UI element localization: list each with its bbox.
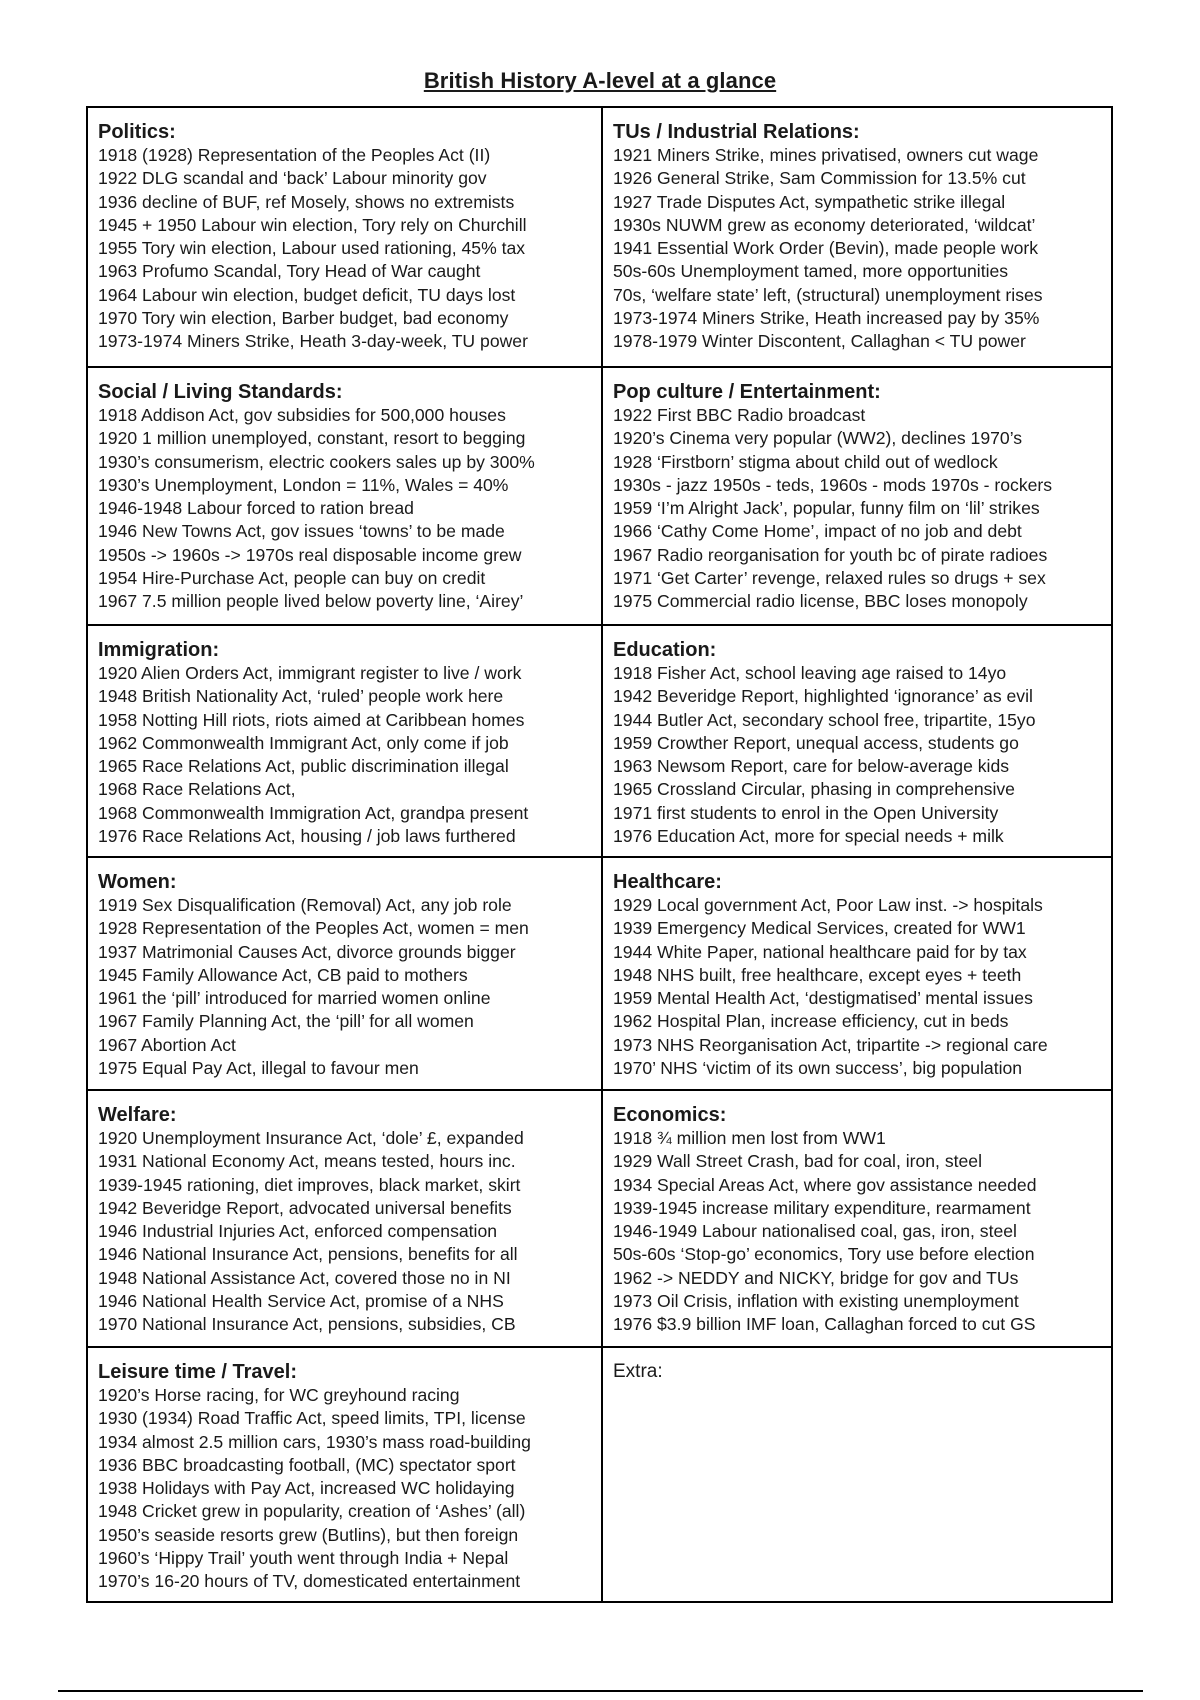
section-pop-culture-entertainment: [603, 368, 1111, 626]
timeline-entry: 1950s -> 1960s -> 1970s real disposable income grew: [98, 544, 522, 565]
timeline-entry: 1962 Hospital Plan, increase efficiency, cut in beds: [613, 1011, 1009, 1032]
entry-list: [613, 894, 1105, 1080]
timeline-entry: 1920’s Cinema very popular (WW2), declines 1970’s: [613, 428, 1023, 449]
timeline-entry: 1922 DLG scandal and ‘back’ Labour minority gov: [98, 168, 487, 189]
timeline-entry: 1976 Race Relations Act, housing / job laws furthered: [98, 826, 516, 847]
timeline-entry: 1938 Holidays with Pay Act, increased WC holidaying: [98, 1478, 515, 1499]
entry-list: [98, 894, 595, 1080]
timeline-entry: 1930s - jazz 1950s - teds, 1960s - mods 1970s - rockers: [613, 474, 1053, 495]
section-social-living-standards: [88, 368, 603, 626]
timeline-entry: 1942 Beveridge Report, highlighted ‘ignorance’ as evil: [613, 686, 1033, 707]
timeline-entry: 1929 Wall Street Crash, bad for coal, iron, steel: [613, 1151, 982, 1172]
timeline-entry: 1963 Newsom Report, care for below-average kids: [613, 756, 1010, 777]
timeline-entry: 1927 Trade Disputes Act, sympathetic strike illegal: [613, 191, 1006, 212]
timeline-entry: 1931 National Economy Act, means tested, hours inc.: [98, 1151, 516, 1172]
section-title: Social / Living Standards:: [98, 381, 343, 403]
entry-list: [613, 404, 1105, 614]
timeline-entry: 1945 Family Allowance Act, CB paid to mothers: [98, 964, 468, 985]
timeline-entry: 1975 Equal Pay Act, illegal to favour men: [98, 1058, 419, 1079]
timeline-entry: 1962 -> NEDDY and NICKY, bridge for gov and TUs: [613, 1267, 1019, 1288]
timeline-entry: 1954 Hire-Purchase Act, people can buy on credit: [98, 568, 486, 589]
timeline-entry: 1941 Essential Work Order (Bevin), made people work: [613, 238, 1039, 259]
timeline-entry: 1920 Alien Orders Act, immigrant register to live / work: [98, 663, 522, 683]
section-title: Healthcare:: [613, 871, 722, 893]
section-women: [88, 858, 603, 1091]
timeline-entry: 1946-1948 Labour forced to ration bread: [98, 498, 414, 519]
timeline-entry: 1970’ NHS ‘victim of its own success’, big population: [613, 1058, 1023, 1079]
entry-list: [613, 1127, 1105, 1337]
timeline-entry: 1973 NHS Reorganisation Act, tripartite -> regional care: [613, 1034, 1048, 1055]
entry-list: [98, 662, 595, 848]
timeline-entry: 1976 $3.9 billion IMF loan, Callaghan forced to cut GS: [613, 1314, 1036, 1335]
timeline-entry: 1929 Local government Act, Poor Law inst. -> hospitals: [613, 895, 1043, 915]
entry-list: [98, 144, 595, 354]
section-tus-industrial-relations: [603, 108, 1111, 368]
section-education: [603, 626, 1111, 858]
timeline-entry: 1973-1974 Miners Strike, Heath increased pay by 35%: [613, 308, 1040, 329]
timeline-entry: 1973 Oil Crisis, inflation with existing unemployment: [613, 1291, 1019, 1312]
timeline-entry: 1926 General Strike, Sam Commission for 13.5% cut: [613, 168, 1026, 189]
page-title: British History A-level at a glance: [423, 68, 777, 93]
timeline-entry: 1946-1949 Labour nationalised coal, gas, iron, steel: [613, 1221, 1017, 1242]
timeline-entry: 1945 + 1950 Labour win election, Tory rely on Churchill: [98, 214, 527, 235]
timeline-entry: 1978-1979 Winter Discontent, Callaghan < TU power: [613, 331, 1026, 352]
section-title: Immigration:: [98, 639, 220, 661]
timeline-entry: 1918 ¾ million men lost from WW1: [613, 1128, 886, 1148]
timeline-entry: 1944 White Paper, national healthcare paid for by tax: [613, 941, 1027, 962]
timeline-entry: 1973-1974 Miners Strike, Heath 3-day-week, TU power: [98, 331, 528, 352]
timeline-entry: 1939-1945 increase military expenditure, rearmament: [613, 1197, 1031, 1218]
timeline-entry: 1970 National Insurance Act, pensions, subsidies, CB: [98, 1314, 516, 1335]
timeline-entry: 1950’s seaside resorts grew (Butlins), but then foreign: [98, 1524, 519, 1545]
timeline-entry: 1961 the ‘pill’ introduced for married women online: [98, 988, 491, 1009]
timeline-entry: 1964 Labour win election, budget deficit, TU days lost: [98, 284, 516, 305]
timeline-entry: 1921 Miners Strike, mines privatised, owners cut wage: [613, 145, 1039, 165]
timeline-entry: 1967 7.5 million people lived below poverty line, ‘Airey’: [98, 591, 524, 612]
timeline-entry: 1965 Crossland Circular, phasing in comprehensive: [613, 779, 1015, 800]
timeline-entry: 1928 ‘Firstborn’ stigma about child out of wedlock: [613, 451, 998, 472]
entry-list: [98, 1127, 595, 1337]
timeline-entry: 1928 Representation of the Peoples Act, women = men: [98, 918, 529, 939]
timeline-entry: 1936 BBC broadcasting football, (MC) spectator sport: [98, 1454, 516, 1475]
timeline-entry: 1948 NHS built, free healthcare, except eyes + teeth: [613, 964, 1022, 985]
section-immigration: [88, 626, 603, 858]
section-healthcare: [603, 858, 1111, 1091]
section-economics: [603, 1091, 1111, 1348]
timeline-entry: 1946 National Insurance Act, pensions, benefits for all: [98, 1244, 518, 1265]
section-title: Pop culture / Entertainment:: [613, 381, 881, 403]
section-title: Welfare:: [98, 1104, 177, 1126]
timeline-entry: 1934 Special Areas Act, where gov assistance needed: [613, 1174, 1037, 1195]
section-leisure-time-travel: [88, 1348, 603, 1601]
entry-list: [98, 1384, 595, 1594]
timeline-entry: 1944 Butler Act, secondary school free, tripartite, 15yo: [613, 709, 1036, 730]
timeline-entry: 1948 National Assistance Act, covered those no in NI: [98, 1267, 511, 1288]
timeline-entry: 50s-60s ‘Stop-go’ economics, Tory use before election: [613, 1244, 1035, 1265]
timeline-entry: 70s, ‘welfare state’ left, (structural) unemployment rises: [613, 284, 1043, 305]
timeline-entry: 50s-60s Unemployment tamed, more opportunities: [613, 261, 1009, 282]
timeline-entry: 1930’s consumerism, electric cookers sales up by 300%: [98, 451, 535, 472]
timeline-entry: 1939-1945 rationing, diet improves, black market, skirt: [98, 1174, 521, 1195]
timeline-entry: 1942 Beveridge Report, advocated universal benefits: [98, 1197, 512, 1218]
timeline-entry: 1922 First BBC Radio broadcast: [613, 405, 866, 425]
timeline-entry: 1959 ‘I’m Alright Jack’, popular, funny film on ‘lil’ strikes: [613, 498, 1040, 519]
section-extra: [603, 1348, 1111, 1601]
timeline-entry: 1930’s Unemployment, London = 11%, Wales = 40%: [98, 474, 509, 495]
timeline-entry: 1948 British Nationality Act, ‘ruled’ people work here: [98, 686, 504, 707]
timeline-entry: 1971 ‘Get Carter’ revenge, relaxed rules so drugs + sex: [613, 568, 1046, 589]
timeline-entry: 1968 Race Relations Act,: [98, 779, 296, 800]
timeline-entry: 1918 Addison Act, gov subsidies for 500,000 houses: [98, 405, 506, 425]
timeline-entry: 1918 Fisher Act, school leaving age raised to 14yo: [613, 663, 1007, 683]
timeline-entry: 1920 Unemployment Insurance Act, ‘dole’ £, expanded: [98, 1128, 524, 1148]
timeline-entry: 1971 first students to enrol in the Open University: [613, 802, 999, 823]
timeline-entry: 1946 National Health Service Act, promise of a NHS: [98, 1291, 504, 1312]
section-title: Education:: [613, 639, 717, 661]
timeline-entry: 1962 Commonwealth Immigrant Act, only come if job: [98, 732, 509, 753]
timeline-entry: 1970’s 16-20 hours of TV, domesticated entertainment: [98, 1571, 521, 1592]
timeline-entry: 1967 Family Planning Act, the ‘pill’ for all women: [98, 1011, 474, 1032]
timeline-entry: 1920 1 million unemployed, constant, resort to begging: [98, 428, 526, 449]
timeline-entry: 1919 Sex Disqualification (Removal) Act, any job role: [98, 895, 512, 915]
timeline-entry: 1946 Industrial Injuries Act, enforced compensation: [98, 1221, 498, 1242]
timeline-entry: 1946 New Towns Act, gov issues ‘towns’ to be made: [98, 521, 505, 542]
timeline-entry: 1975 Commercial radio license, BBC loses monopoly: [613, 591, 1028, 612]
timeline-entry: 1968 Commonwealth Immigration Act, grandpa present: [98, 802, 529, 823]
entry-list: [613, 144, 1105, 354]
entry-list: [613, 662, 1105, 848]
timeline-entry: 1963 Profumo Scandal, Tory Head of War caught: [98, 261, 481, 282]
timeline-entry: 1970 Tory win election, Barber budget, bad economy: [98, 308, 509, 329]
timeline-entry: 1918 (1928) Representation of the Peoples Act (II): [98, 145, 491, 165]
timeline-entry: 1965 Race Relations Act, public discrimination illegal: [98, 756, 509, 777]
entry-list: [98, 404, 595, 614]
footer-rule: [58, 1690, 1143, 1692]
timeline-entry: 1955 Tory win election, Labour used rationing, 45% tax: [98, 238, 526, 259]
timeline-entry: 1920’s Horse racing, for WC greyhound racing: [98, 1385, 460, 1405]
timeline-entry: 1939 Emergency Medical Services, created for WW1: [613, 918, 1026, 939]
timeline-entry: 1959 Crowther Report, unequal access, students go: [613, 732, 1019, 753]
summary-table: [86, 106, 1113, 1603]
section-title: Women:: [98, 871, 177, 893]
timeline-entry: 1960’s ‘Hippy Trail’ youth went through India + Nepal: [98, 1548, 509, 1569]
timeline-entry: 1967 Radio reorganisation for youth bc of pirate radioes: [613, 544, 1048, 565]
timeline-entry: 1958 Notting Hill riots, riots aimed at Caribbean homes: [98, 709, 525, 730]
timeline-entry: 1930s NUWM grew as economy deteriorated, ‘wildcat’: [613, 214, 1036, 235]
timeline-entry: 1966 ‘Cathy Come Home’, impact of no job and debt: [613, 521, 1022, 542]
timeline-entry: 1937 Matrimonial Causes Act, divorce grounds bigger: [98, 941, 516, 962]
section-welfare: [88, 1091, 603, 1348]
timeline-entry: 1976 Education Act, more for special needs + milk: [613, 826, 1004, 847]
section-title: Leisure time / Travel:: [98, 1361, 297, 1383]
timeline-entry: 1934 almost 2.5 million cars, 1930’s mass road-building: [98, 1431, 531, 1452]
timeline-entry: 1936 decline of BUF, ref Mosely, shows no extremists: [98, 191, 515, 212]
section-title: Economics:: [613, 1104, 727, 1126]
timeline-entry: 1959 Mental Health Act, ‘destigmatised’ mental issues: [613, 988, 1033, 1009]
section-politics: [88, 108, 603, 368]
timeline-entry: 1948 Cricket grew in popularity, creation of ‘Ashes’ (all): [98, 1501, 526, 1522]
section-title: Politics:: [98, 121, 176, 143]
timeline-entry: 1967 Abortion Act: [98, 1034, 236, 1055]
timeline-entry: 1930 (1934) Road Traffic Act, speed limits, TPI, license: [98, 1408, 526, 1429]
section-title: TUs / Industrial Relations:: [613, 121, 860, 143]
extra-label: Extra:: [613, 1361, 663, 1382]
